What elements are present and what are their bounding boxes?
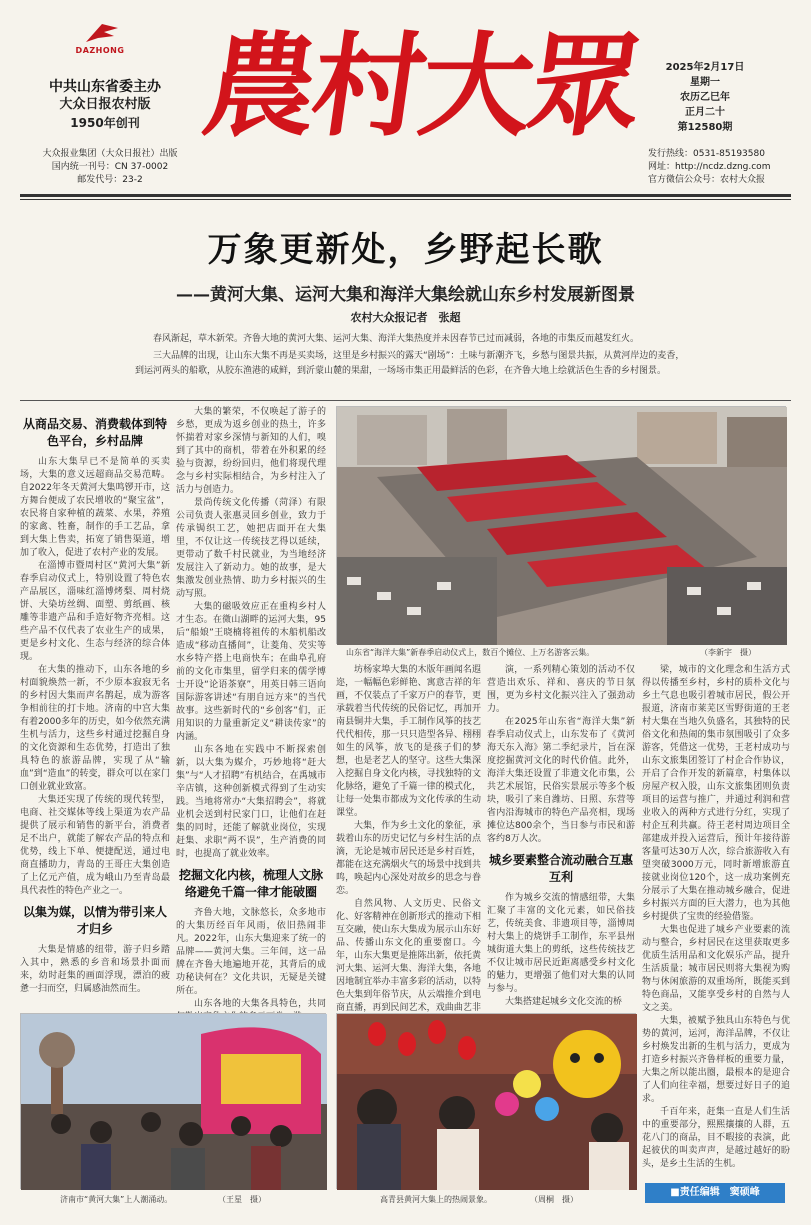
photo-caption: 济南市“黄河大集”上人潮涌动。 (60, 1195, 173, 1204)
contact-info (648, 148, 808, 187)
paragraph: 在淄博市暨周村区“黄河大集”新春季启动仪式上，特别设置了特色农产品展区，淄味红淄博烤梨、周村烧饼、大染坊丝绸、面塑、剪纸画、核雕等非遗产品和手造好物齐亮相。这些产品不仅代表了农业生产的成果，更是乡村文化、生态与经济的综合体现。 (20, 561, 170, 662)
crowd-image (21, 1014, 327, 1190)
issue-date: 2025年2月17日 (665, 62, 745, 73)
paragraph: 景尚传统文化传播（菏泽）有限公司负责人张惠灵回乡创业，致力于传承锔织工艺，她把店面开在大集里，不仅让这一传统技艺得以延续，更带动了数千村民就业，为当地经济发展注入了新动力。她的故事，是大集激发创业热情、助力乡村振兴的生动写照。 (176, 498, 326, 599)
paragraph: 山东各地在实践中不断探索创新，以大集为媒介，巧妙地将“赶大集”与“人才招聘”有机结合，在禹城市辛店镇，这种创新模式得到了生动实践。当地将常办“大集招聘会”，将就业机会送到村民家门口，让他们在赶集的同时，还能了解就业岗位，实现赶集、求职“两不误”，生产消费的同时，也提高了就业效率。 (176, 745, 326, 859)
publication-info (20, 148, 200, 187)
festival-image (337, 1014, 637, 1190)
logo-text: DAZHONG (75, 46, 125, 55)
edition-name: 大众日报农村版 (59, 97, 151, 112)
newspaper-title: 農村大眾 (195, 21, 647, 152)
paragraph: 齐鲁大地，文脉悠长，众多地市的大集历经百年风雨，依旧热闹非凡。2022年，山东大集迎来了统一的品牌——黄河大集。三年间，这一品牌在齐鲁大地遍地开花，其背后的成功秘诀何在？文化共识，无疑是关键所在。 (176, 908, 326, 996)
paragraph: 在大集的推动下，山东各地的乡村面貌焕然一新，不少原本寂寂无名的乡村因大集而声名鹊起，成为游客争相前往的打卡地。济南的中宫大集有着2000多年的历史，如今依然充满生机与活力，这些乡村通过挖掘自身的文化资源和生态优势，打造出了独具特色的旅游品牌，实现了从“输血”到“造血”的转变，群众可以在家门口创业就业致富。 (20, 665, 170, 792)
column-2 (176, 406, 326, 1010)
masthead-rule (20, 194, 791, 197)
paragraph: 坊杨家埠大集的木版年画闻名遐迩，一幅幅色彩鲜艳、寓意吉祥的年画，不仅装点了千家万户的春节，更承载着当代传统的民俗记忆，再加开南县铜井大集，手工制作风筝的技艺代代相传，那一只只造型各异、栩栩如生的风筝，放飞的是孩子们的梦想，也是老艺人的坚守。这些大集深入挖掘自身文化内核，寻找独特的文化脉络，避免了千篇一律的模式化，让每一处集市都成为文化传承的生动课堂。 (336, 665, 481, 818)
lead-paragraph: 春风渐起，草木新荣。齐鲁大地的黄河大集、运河大集、海洋大集热度并未因春节已过而减弱，各地的市集反而越发红火。 (153, 334, 640, 344)
column-5 (642, 664, 790, 1179)
paragraph: 在2025年山东省“海洋大集”新春季启动仪式上，山东发布了《黄河海天东入海》第二季纪录片，旨在深度挖掘黄河文化的时代价值。此外，海洋大集还设置了非遗文化市集，公共艺术展馆，民俗实景展示等多个板块，吸引了来自潍坊、日照、东营等省内沿海城市的特色产品亮相，现场摊位达800余个，当日参与市民和游客约8万人次。 (487, 717, 635, 844)
section-heading: 城乡要素整合流动融合互惠互利 (488, 853, 633, 884)
paragraph: 演，一系列精心策划的活动不仅营造出欢乐、祥和、喜庆的节日氛围，更为乡村文化振兴注入了强劲动力。 (487, 665, 635, 714)
paragraph: 千百年来，赶集一直是人们生活中的重要部分，熙熙攘攘的人群，五花八门的商品，目不暇接的表演，此起彼伏的叫卖声声，是越过越好的盼头，是乡土生活的生机。 (642, 1107, 790, 1169)
photo-ocean-market (336, 406, 786, 644)
website[interactable]: 网址：http://ncdz.dzng.com (648, 162, 771, 172)
issue-number: 第12580期 (677, 122, 733, 133)
lunar-year: 农历乙巳年 (680, 92, 730, 103)
date-block (655, 60, 755, 135)
section-heading: 挖掘文化内核，梳理人文脉络避免千篇一律才能破圈 (178, 868, 323, 899)
article-byline: 农村大众报记者 张超 (350, 311, 461, 324)
wechat-account: 官方微信公众号：农村大众报 (648, 175, 766, 185)
paragraph: 山东各地的大集各具特色，共同 (194, 999, 326, 1009)
photo-credit: （周桐 摄） (530, 1195, 578, 1204)
paragraph: 梁，城市的文化理念和生活方式得以传播至乡村，乡村的质朴文化与乡土气息也吸引着城市居民，假公开报道，济南市莱芜区雪野街道的王老村大集在当地久负盛名，其独特的民俗文化和热闹的集市氛围吸引了众多游客，凭借这一优势，王老村成功与山东文旅集团签订了村企合作协议，开启了合作开发的新篇章，村集体以房屋产权入股，山东文旅集团则负责项目的运营与推广，并通过利润和营业收入的两种方式进行分红，实现了村企互利共赢。待王老村周边项目全部建成并投入运营后，预计年接待游客量可达30万人次，综合旅游收入有望突破3000万元，同时新增旅游直接就业岗位120个，这一成功案例充分展示了大集在推动城乡融合，促进乡村振兴方面的巨大潜力，也为其他乡村提供了宝贵的经验借鉴。 (642, 665, 790, 922)
article-subhead: ——黄河大集、运河大集和海洋大集绘就山东乡村发展新图景 (176, 285, 635, 305)
section-heading: 从商品交易、消费载体到特色平台，乡村品牌 (22, 417, 167, 448)
photo-gaoqing-market (336, 1013, 636, 1189)
market-crowd-image (337, 407, 787, 645)
host-organization: 中共山东省委主办 (49, 79, 161, 95)
section-heading: 以集为媒，以情为带引来人才归乡 (22, 905, 167, 936)
paragraph: 大集搭建起城乡文化交流的桥 (505, 997, 623, 1007)
publisher: 大众报业集团（大众日报社）出版 (42, 149, 178, 159)
column-4 (487, 664, 635, 1010)
masthead-rule-thin (20, 199, 791, 200)
photo-credit: （李新宇 摄） (700, 648, 756, 657)
photo-caption: 高青县黄河大集上的热闹景象。 (380, 1195, 492, 1204)
section-divider (20, 400, 791, 401)
paragraph: 大集的磁吸效应正在重构乡村人才生态。在微山湖畔的运河大集，95后“船娘”王晓楠将祖传的木船机船改造成“移动直播间”，让菱角、芡实等水乡特产搭上电商快车；在曲阜孔府前的文化市集里，留学归来的儒学博士开设“论语茶寮”，用英日韩三语向国际游客讲述“有朋自远方来”的当代故事。这些新时代的“乡创客”们，正用知识的力量重新定义“耕读传家”的内涵。 (176, 602, 326, 742)
paragraph: 大集，被赋予独具山东特色与优势的黄河，运河，海洋品牌，不仅让乡村焕发出新的生机与活力，更成为打造乡村振兴齐鲁样板的重要力量，大集之所以能出圈，最根本的是迎合了人们向往幸福，想要过好日子的追求。 (642, 1016, 790, 1104)
masthead (0, 0, 811, 200)
paragraph: 山东大集早已不是简单的买卖场，大集的意义远超商品交易范畴。自2022年冬天黄河大集鸣锣开市，这方舞台便成了农民增收的“聚宝盆”，农民将自家种植的蔬菜、水果，养殖的家禽、牲畜，制作的手工艺品，拿到大集上售卖，拓宽了销售渠道，增加了收入，促进了农村产业的发展。 (20, 457, 170, 558)
paragraph: 大集还实现了传统的现代转型，电商、社交媒体等线上渠道为农产品提供了展示和销售的新平台，消费者足不出户，就能了解农产品的特点和优势，线上下单、便捷配送，通过电商直播助力，青岛的王哥庄大集创造了上亿元产值，成为峨山乃至青岛最具代表性的特色产业之一。 (20, 795, 170, 896)
article-lead (135, 332, 690, 381)
weekday: 星期一 (690, 77, 720, 88)
paragraph: 大集也促进了城乡产业要素的流动与整合，乡村居民在这里获取更多优质生活用品和文化娱乐产品，提升生活质量；城市居民则将大集视为购物与休闲旅游的双重场所，既能买到特色商品，又能享受乡村的自然与人文之美。 (642, 925, 790, 1013)
photo-credit: （王星 摄） (218, 1195, 266, 1204)
logo-wing-icon (84, 22, 120, 44)
photo-caption: 山东省“海洋大集”新春季启动仪式上，数百个摊位、上万名游客云集。 (346, 648, 595, 657)
photo-yellow-river-market (20, 1013, 326, 1189)
lunar-day: 正月二十 (685, 107, 725, 118)
paragraph: 大集的繁荣，不仅唤起了游子的乡愁，更成为返乡创业的热土，许多怀揣着对家乡深情与新知的人们，嗅到了其中的商机，带着在外积累的经验与资源，纷纷回归，他们将现代理念与乡村实际相结合，为乡村注入了活力与创造力。 (176, 407, 326, 495)
postal-code: 邮发代号：23-2 (77, 175, 143, 185)
paragraph: 作为城乡交流的情感纽带，大集汇聚了丰富的文化元素，如民俗技艺，传统美食、非遗项目等，淄博周村大集上的烧饼手工制作，东平县州城街道大集上的剪纸，这些传统技艺不仅让城市居民近距离感受乡村文化的魅力，更增强了他们对大集的认同与参与。 (487, 893, 635, 994)
responsible-editor-badge: ■责任编辑 窦硕峰 (645, 1183, 785, 1203)
article-headline: 万象更新处，乡野起长歌 (207, 230, 604, 270)
paragraph: 自然风物、人文历史、民俗文化、好客精神在创新形式的推动下相互交融，使山东大集成为展示山东好品、传播山东文化的重要窗口。今年，山东大集更是推陈出新，依托黄河大集、运河大集、海洋大集，各地因地制宜举办丰富多彩的活动，以特色大集到年俗节庆，从云端推介到电商直播，再到民间艺术，戏曲曲艺非 (336, 899, 481, 1013)
dazhong-logo (70, 22, 130, 58)
paragraph: 大集，作为乡土文化的象征，承载着山东的历史记忆与乡村生活的点滴，无论是城市居民还是乡村百姓，都能在这充满烟火气的场景中找到共鸣，唤起内心深处对故乡的思念与眷恋。 (336, 821, 481, 896)
hotline: 发行热线：0531-85193580 (648, 149, 765, 159)
paragraph: 大集是情感的纽带，游子归乡踏入其中，熟悉的乡音和场景扑面而来，幼时赶集的画面浮现，漂泊的疲惫一扫而空，归属感油然而生。 (20, 945, 170, 994)
lead-paragraph: 三大品牌的出现，让山东大集不再是买卖场，这里是乡村振兴的露天“剧场”：土味与新潮齐飞，乡愁与图景共振，从黄河岸边的麦香，到运河两头的船歌，从胶东渔港的咸鲜，到沂蒙山麓的果甜，一场场市集正用最鲜活的色彩，在齐鲁大地上绘就活色生香的乡村图景。 (135, 351, 685, 376)
column-3 (336, 664, 481, 1013)
founded-year: 1950年创刊 (70, 116, 140, 130)
cn-number: 国内统一刊号：CN 37-0002 (51, 162, 169, 172)
column-1 (20, 410, 170, 1010)
